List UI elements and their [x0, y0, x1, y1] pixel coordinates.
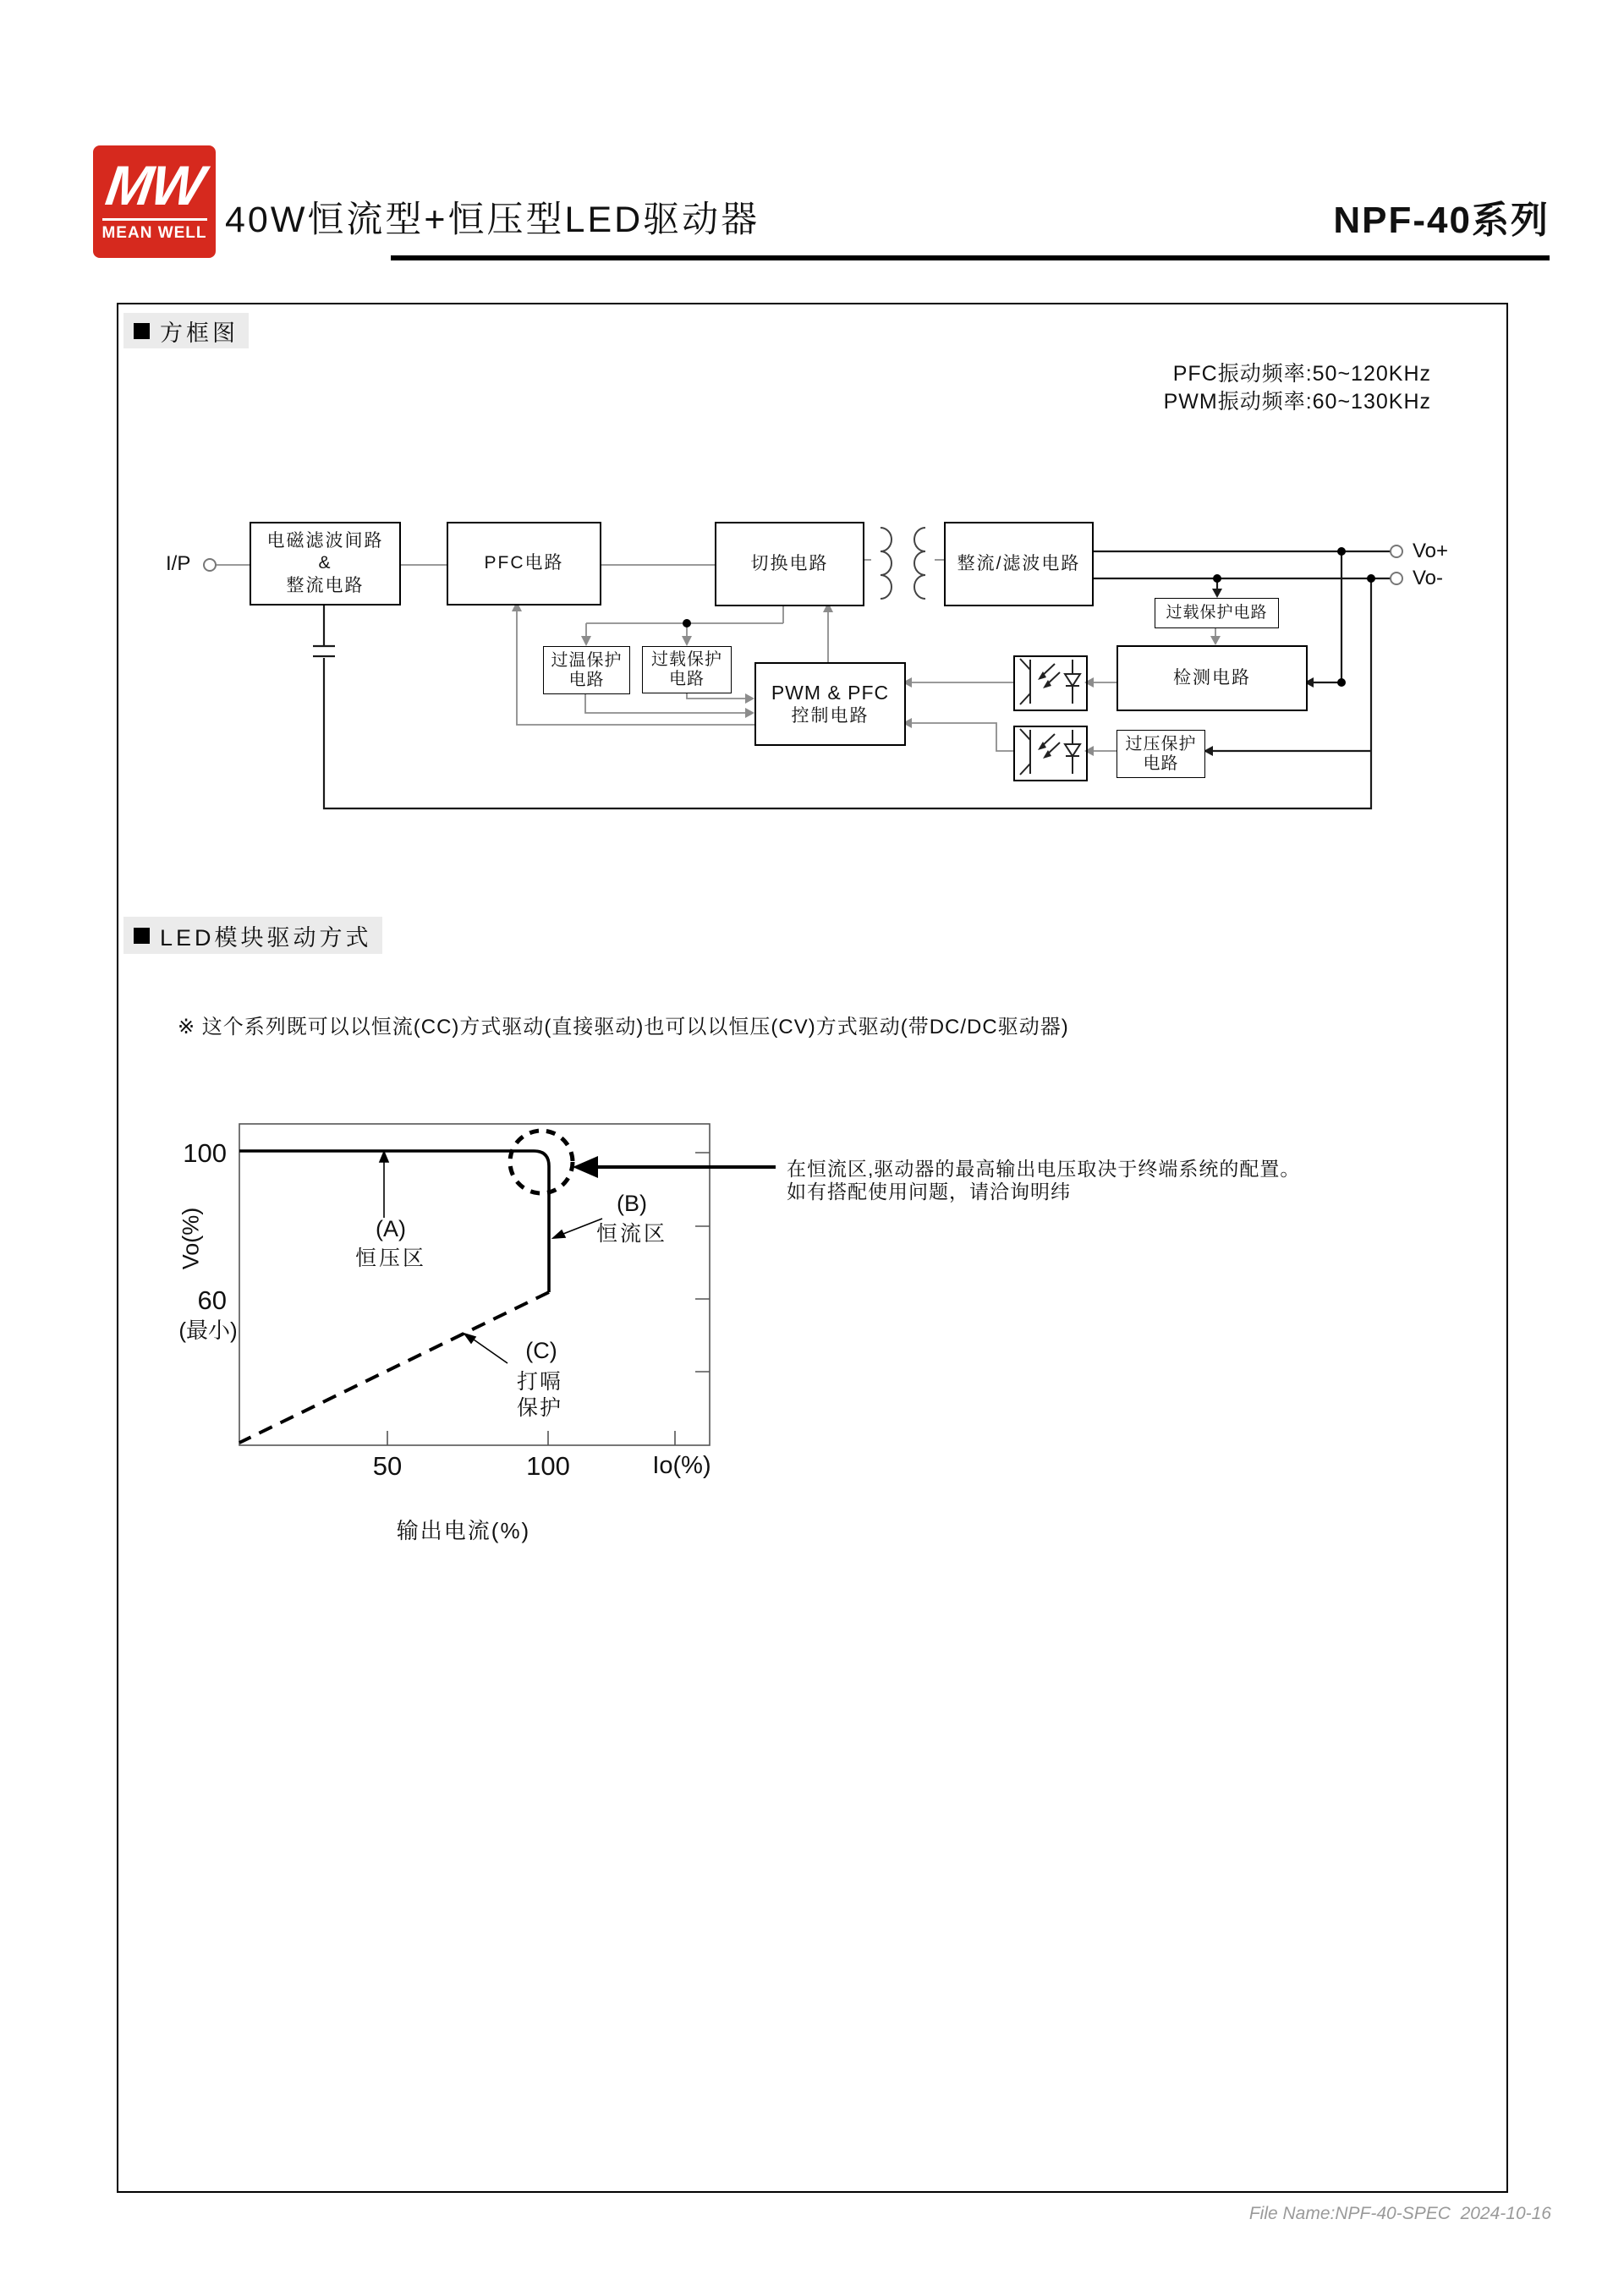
y-tick-100: 100 — [183, 1138, 227, 1168]
block-label: 过压保护 — [1125, 734, 1197, 753]
input-terminal-label: I/P — [166, 552, 191, 575]
block-optocoupler-1 — [1013, 655, 1088, 711]
block-label: 整流电路 — [286, 575, 365, 595]
block-rectifier-filter — [944, 522, 1094, 606]
y-axis-label: Vo(%) — [178, 1207, 204, 1270]
block-switching-circuit — [715, 522, 864, 606]
block-label: 控制电路 — [791, 705, 870, 726]
cc-region-annotation-1: 在恒流区,驱动器的最高输出电压取决于终端系统的配置。 — [787, 1158, 1301, 1180]
transformer-icon — [881, 528, 925, 599]
block-pwm-pfc-control — [754, 662, 906, 746]
region-c-name-2: 保护 — [516, 1396, 562, 1420]
block-overtemp-protection — [543, 646, 630, 694]
region-c-name-1: 打嗝 — [516, 1370, 562, 1394]
block-overload-protection-top — [1155, 598, 1279, 628]
block-label: 电路 — [669, 670, 705, 688]
block-label: 过载保护电路 — [1166, 604, 1268, 622]
corner-highlight-circle — [510, 1131, 573, 1193]
page-title: 40W恒流型+恒压型LED驱动器 — [225, 200, 760, 240]
region-a-tag: (A) — [376, 1216, 406, 1241]
region-b-name: 恒流区 — [595, 1222, 667, 1246]
vo-minus-label: Vo- — [1413, 567, 1444, 589]
pwm-frequency-note: PWM振动频率:60~130KHz — [1163, 390, 1431, 414]
block-label: 过载保护 — [651, 650, 722, 669]
block-label: & — [318, 553, 332, 573]
chart-caption: 输出电流(%) — [396, 1518, 531, 1543]
block-overvoltage-protection — [1116, 730, 1205, 778]
block-label: 过温保护 — [551, 650, 623, 670]
x-axis-label: Io(%) — [652, 1452, 711, 1479]
block-label: 电磁滤波间路 — [266, 531, 384, 551]
cc-region-annotation-2: 如有搭配使用问题，请洽询明纬 — [787, 1181, 1071, 1203]
block-pfc-circuit — [447, 522, 601, 606]
x-tick-50: 50 — [372, 1451, 403, 1481]
block-detection-circuit — [1116, 645, 1308, 711]
pfc-frequency-note: PFC振动频率:50~120KHz — [1172, 362, 1431, 386]
series-name: NPF-40系列 — [1333, 200, 1550, 241]
block-label: 整流/滤波电路 — [957, 553, 1081, 573]
block-overload-protection-2 — [642, 646, 732, 693]
block-label: PFC电路 — [484, 553, 564, 573]
block-label: 切换电路 — [750, 553, 829, 573]
vo-plus-label: Vo+ — [1413, 540, 1449, 562]
annotation-arrowhead — [573, 1156, 598, 1178]
logo-mw-monogram: MW — [102, 154, 207, 216]
y-min-label: (最小) — [178, 1318, 238, 1343]
chart-plot-border — [239, 1124, 710, 1445]
file-name-footer: File Name:NPF-40-SPEC 2024-10-16 — [1248, 2204, 1551, 2223]
logo-wordmark: MEAN WELL — [102, 224, 207, 242]
block-label: 电路 — [1143, 753, 1179, 773]
region-a-name: 恒压区 — [354, 1247, 426, 1270]
x-tick-100: 100 — [526, 1451, 570, 1481]
y-tick-60: 60 — [197, 1285, 227, 1315]
cc-cv-note: ※ 这个系列既可以以恒流(CC)方式驱动(直接驱动)也可以以恒压(CV)方式驱动(带DC/DC驱动器) — [178, 1016, 1069, 1038]
block-label: 检测电路 — [1173, 667, 1251, 688]
block-optocoupler-2 — [1013, 726, 1088, 781]
region-c-tag: (C) — [525, 1338, 557, 1363]
block-label: PWM & PFC — [771, 682, 890, 704]
region-b-tag: (B) — [617, 1191, 647, 1216]
block-label: 电路 — [568, 670, 605, 689]
section-block-diagram-label: 方框图 — [160, 320, 239, 346]
block-emi-filter-rectifier — [250, 522, 401, 606]
section-led-drive-label: LED模块驱动方式 — [160, 924, 372, 951]
